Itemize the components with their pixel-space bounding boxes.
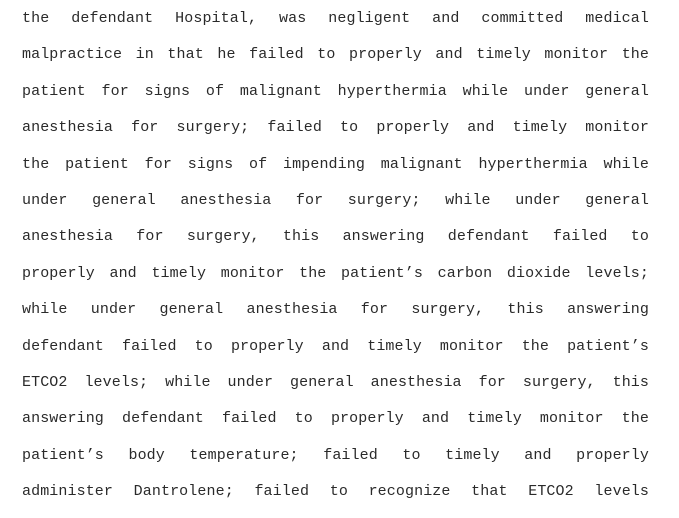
document-body xyxy=(22,9,649,518)
text-line: patient for signs of malignant hyperthermia while under general xyxy=(22,82,649,100)
text-line: anesthesia for surgery; failed to properly and timely monitor xyxy=(22,119,649,137)
text-line: defendant failed to properly and timely monitor the patient’s xyxy=(22,337,649,355)
text-line: malpractice in that he failed to properly and timely monitor the xyxy=(22,46,649,64)
text-line: while under general anesthesia for surgery, this answering xyxy=(22,301,649,319)
text-line: patient’s body temperature; failed to timely and properly xyxy=(22,446,649,464)
text-line: answering defendant failed to properly and timely monitor the xyxy=(22,410,649,428)
text-line: anesthesia for surgery, this answering defendant failed to xyxy=(22,228,649,246)
text-line: under general anesthesia for surgery; while under general xyxy=(22,191,649,209)
text-line: ETCO2 levels; while under general anesthesia for surgery, this xyxy=(22,373,649,391)
text-line: the patient for signs of impending malignant hyperthermia while xyxy=(22,155,649,173)
text-line: administer Dantrolene; failed to recognize that ETCO2 levels xyxy=(22,483,649,501)
text-line: the defendant Hospital, was negligent and committed medical xyxy=(22,10,649,27)
text-line: properly and timely monitor the patient’s carbon dioxide levels; xyxy=(22,264,649,282)
